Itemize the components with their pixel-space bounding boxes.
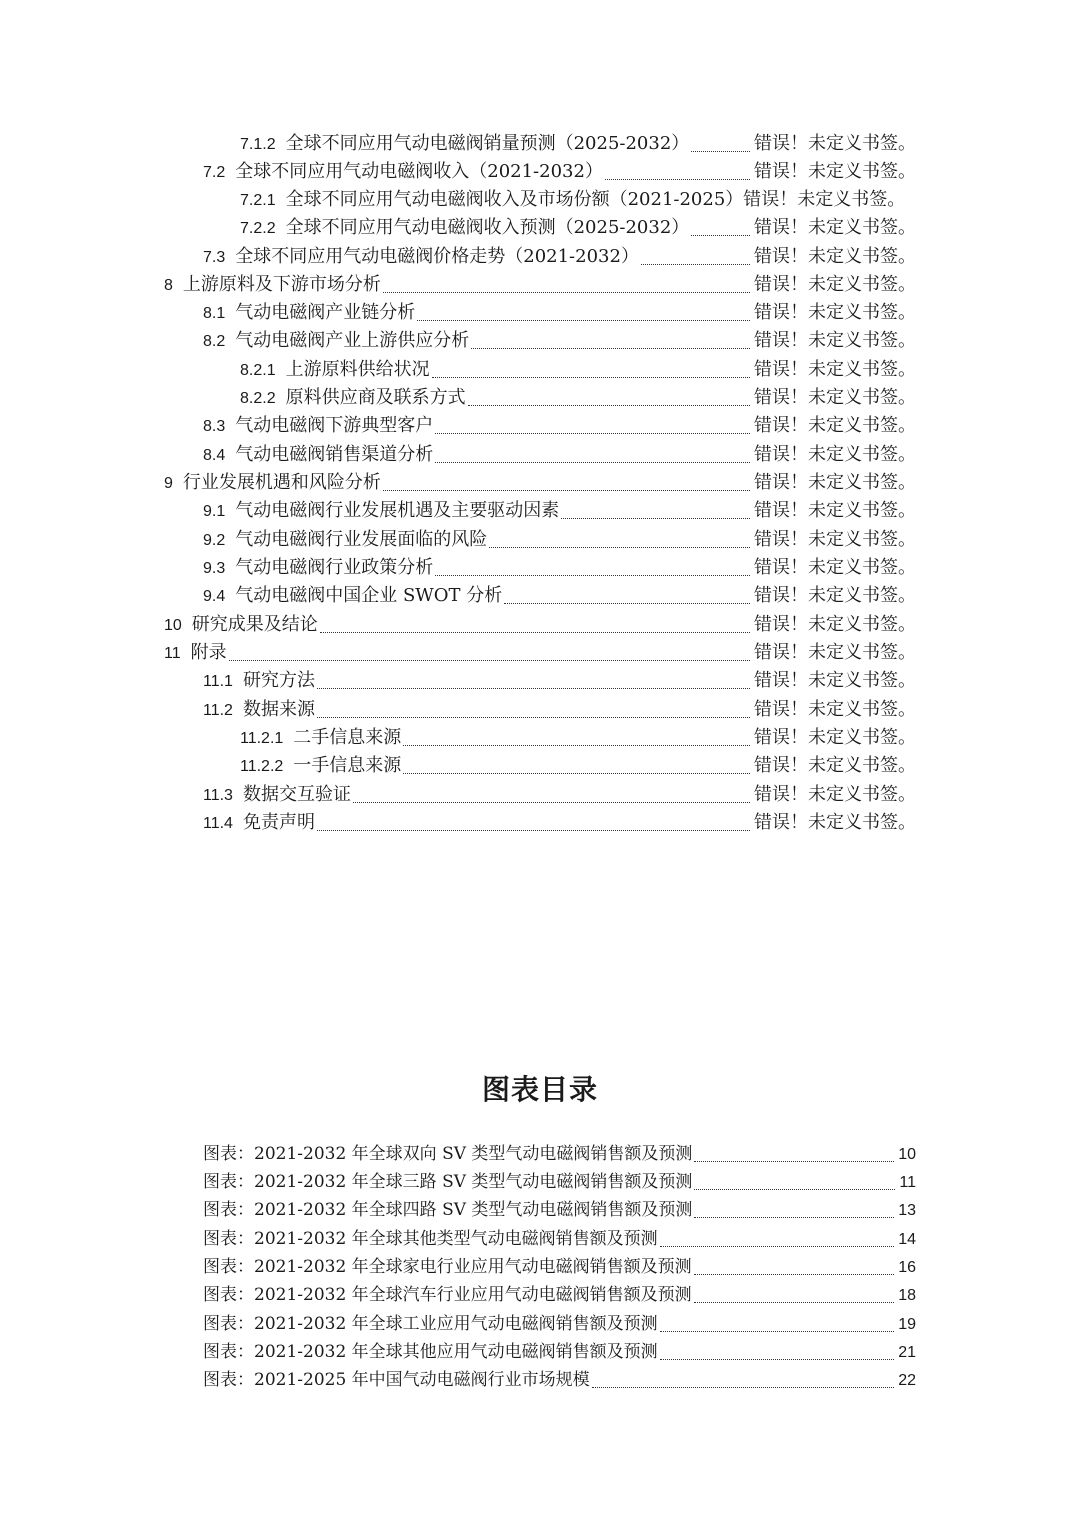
dot-leader <box>435 433 750 434</box>
toc-entry-page: 错误！未定义书签。 <box>754 415 916 436</box>
toc-entry-number: 10 <box>164 617 182 634</box>
toc-entry[interactable] <box>240 186 916 214</box>
toc-entry-number: 11 <box>164 645 181 662</box>
toc-entry-number: 11.3 <box>203 787 233 804</box>
toc-entry[interactable] <box>203 554 916 582</box>
toc-entry[interactable] <box>164 639 916 667</box>
toc-entry-title: 上游原料供给状况 <box>285 359 430 380</box>
toc-entry-title: 全球不同应用气动电磁阀收入及市场份额（2021-2025） <box>285 189 744 210</box>
toc-entry-number: 7.1.2 <box>240 136 276 153</box>
toc-entry-title: 气动电磁阀产业上游供应分析 <box>235 330 470 351</box>
dot-leader <box>561 518 750 519</box>
dot-leader <box>489 547 750 548</box>
toc-entry[interactable] <box>203 582 916 610</box>
toc-entry-number: 7.2.2 <box>240 220 276 237</box>
toc-entry-number: 9.3 <box>203 560 226 577</box>
dot-leader <box>229 660 750 661</box>
toc-entry-page: 错误！未定义书签。 <box>754 585 916 606</box>
toc-entry-page: 错误！未定义书签。 <box>754 217 916 238</box>
toc-entry-number: 11.2.2 <box>240 758 284 775</box>
toc-entry[interactable] <box>203 809 916 837</box>
figure-entry[interactable] <box>203 1168 916 1196</box>
toc-entry-title: 一手信息来源 <box>293 755 402 776</box>
figure-entry-page: 22 <box>898 1372 916 1389</box>
dot-leader <box>353 802 750 803</box>
toc-entry-title: 气动电磁阀产业链分析 <box>235 302 416 323</box>
dot-leader <box>691 151 750 152</box>
toc-entry-page: 错误！未定义书签。 <box>754 557 916 578</box>
figure-entry-page: 13 <box>898 1202 916 1219</box>
dot-leader <box>694 1161 894 1162</box>
dot-leader <box>471 348 750 349</box>
toc-entry-page: 错误！未定义书签。 <box>754 727 916 748</box>
toc-entry-page: 错误！未定义书签。 <box>754 755 916 776</box>
toc-entry-page: 错误！未定义书签。 <box>754 642 916 663</box>
toc-entry-number: 8.2 <box>203 333 226 350</box>
dot-leader <box>403 773 750 774</box>
toc-entry[interactable] <box>240 724 916 752</box>
figure-entry[interactable] <box>203 1196 916 1224</box>
toc-entry-number: 7.2 <box>203 164 226 181</box>
dot-leader <box>641 264 750 265</box>
figure-entry[interactable] <box>203 1225 916 1253</box>
toc-entry-title: 附录 <box>190 642 227 663</box>
toc-entry-title: 研究成果及结论 <box>191 614 318 635</box>
figure-entry-label: 图表： <box>203 1200 254 1220</box>
toc-entry-number: 11.1 <box>203 673 233 690</box>
toc-entry-page: 错误！未定义书签。 <box>754 161 916 182</box>
toc-entry-number: 9.2 <box>203 532 226 549</box>
toc-entry[interactable] <box>240 214 916 242</box>
toc-entry-title: 全球不同应用气动电磁阀收入预测（2025-2032） <box>285 217 690 238</box>
dot-leader <box>320 632 750 633</box>
toc-entry[interactable] <box>203 441 916 469</box>
toc-entry-title: 研究方法 <box>242 670 315 691</box>
figure-entry-page: 11 <box>899 1174 916 1191</box>
toc-entry-page: 错误！未定义书签。 <box>754 699 916 720</box>
figure-entry-label: 图表： <box>203 1342 254 1362</box>
figure-entry-title: 2021-2032 年全球家电行业应用气动电磁阀销售额及预测 <box>254 1257 692 1277</box>
toc-entry-page: 错误！未定义书签。 <box>743 189 906 210</box>
dot-leader <box>468 405 750 406</box>
figure-entry-page: 21 <box>898 1344 916 1361</box>
toc-entry-number: 8.1 <box>203 305 226 322</box>
dot-leader <box>383 292 750 293</box>
figure-entry-page: 16 <box>898 1259 916 1276</box>
toc-entry-page: 错误！未定义书签。 <box>754 444 916 465</box>
dot-leader <box>605 179 750 180</box>
toc-entry-page: 错误！未定义书签。 <box>754 529 916 550</box>
toc-entry-page: 错误！未定义书签。 <box>754 812 916 833</box>
toc-entry[interactable] <box>203 158 916 186</box>
dot-leader <box>317 830 750 831</box>
toc-entry[interactable] <box>203 781 916 809</box>
figure-entry-page: 19 <box>898 1316 916 1333</box>
figure-entry-title: 2021-2032 年全球汽车行业应用气动电磁阀销售额及预测 <box>254 1285 692 1305</box>
dot-leader <box>694 1302 895 1303</box>
toc-entry-page: 错误！未定义书签。 <box>754 387 916 408</box>
toc-entry-number: 9.4 <box>203 588 226 605</box>
toc-entry[interactable] <box>240 752 916 780</box>
toc-entry-title: 全球不同应用气动电磁阀价格走势（2021-2032） <box>235 246 639 267</box>
dot-leader <box>435 575 750 576</box>
toc-entry-number: 7.3 <box>203 249 226 266</box>
dot-leader <box>660 1359 895 1360</box>
toc-entry-number: 8.3 <box>203 418 226 435</box>
figure-entry-title: 2021-2032 年全球其他类型气动电磁阀销售额及预测 <box>254 1229 658 1249</box>
figure-entry[interactable] <box>203 1140 916 1168</box>
toc-entry-page: 错误！未定义书签。 <box>754 330 916 351</box>
toc-entry-page: 错误！未定义书签。 <box>754 133 916 154</box>
toc-entry-number: 9.1 <box>203 503 226 520</box>
figure-entry[interactable] <box>203 1310 916 1338</box>
toc-entry-page: 错误！未定义书签。 <box>754 500 916 521</box>
toc-entry-title: 气动电磁阀行业发展机遇及主要驱动因素 <box>235 500 560 521</box>
toc-entry[interactable] <box>240 130 916 158</box>
dot-leader <box>694 1274 895 1275</box>
dot-leader <box>592 1387 895 1388</box>
toc-entry-page: 错误！未定义书签。 <box>754 302 916 323</box>
figure-entry[interactable] <box>203 1253 916 1281</box>
toc-entry-title: 原料供应商及联系方式 <box>285 387 466 408</box>
dot-leader <box>691 235 750 236</box>
dot-leader <box>317 688 750 689</box>
toc-entry-title: 气动电磁阀中国企业 SWOT 分析 <box>235 585 503 606</box>
toc-entry-number: 8 <box>164 277 173 294</box>
dot-leader <box>403 745 750 746</box>
toc-entry[interactable] <box>203 497 916 525</box>
toc-entry[interactable] <box>240 356 916 384</box>
dot-leader <box>660 1246 895 1247</box>
toc-entry-number: 11.2.1 <box>240 730 284 747</box>
toc-entry[interactable] <box>203 412 916 440</box>
toc-entry-number: 9 <box>164 475 173 492</box>
toc-entry[interactable] <box>164 271 916 299</box>
toc-entry-number: 11.2 <box>203 702 233 719</box>
toc-entry-title: 气动电磁阀销售渠道分析 <box>235 444 434 465</box>
figure-entry-title: 2021-2025 年中国气动电磁阀行业市场规模 <box>254 1370 590 1390</box>
figure-entry-title: 2021-2032 年全球其他应用气动电磁阀销售额及预测 <box>254 1342 658 1362</box>
toc-entry-title: 上游原料及下游市场分析 <box>182 274 381 295</box>
toc-entry-page: 错误！未定义书签。 <box>754 472 916 493</box>
toc-entry[interactable] <box>164 469 916 497</box>
figure-entry-label: 图表： <box>203 1370 254 1390</box>
dot-leader <box>694 1189 895 1190</box>
figure-entry-title: 2021-2032 年全球工业应用气动电磁阀销售额及预测 <box>254 1314 658 1334</box>
toc-entry-number: 7.2.1 <box>240 192 276 209</box>
toc-entry-title: 全球不同应用气动电磁阀收入（2021-2032） <box>235 161 603 182</box>
figure-entry-label: 图表： <box>203 1257 254 1277</box>
toc-entry-title: 气动电磁阀行业政策分析 <box>235 557 434 578</box>
toc-entry-title: 气动电磁阀行业发展面临的风险 <box>235 529 488 550</box>
figure-list-heading: 图表目录 <box>481 1073 598 1106</box>
dot-leader <box>504 603 750 604</box>
dot-leader <box>435 462 750 463</box>
toc-entry-page: 错误！未定义书签。 <box>754 359 916 380</box>
toc-entry-title: 气动电磁阀下游典型客户 <box>235 415 434 436</box>
toc-entry[interactable] <box>164 611 916 639</box>
toc-entry-page: 错误！未定义书签。 <box>754 784 916 805</box>
toc-entry[interactable] <box>203 243 916 271</box>
toc-entry[interactable] <box>203 526 916 554</box>
figure-entry-label: 图表： <box>203 1314 254 1334</box>
toc-entry[interactable] <box>203 696 916 724</box>
figure-entry-label: 图表： <box>203 1172 254 1192</box>
figure-entry-title: 2021-2032 年全球四路 SV 类型气动电磁阀销售额及预测 <box>254 1200 693 1220</box>
toc-entry-page: 错误！未定义书签。 <box>754 614 916 635</box>
toc-entry-title: 行业发展机遇和风险分析 <box>182 472 381 493</box>
figure-entry-label: 图表： <box>203 1285 254 1305</box>
toc-entry-title: 全球不同应用气动电磁阀销量预测（2025-2032） <box>285 133 690 154</box>
toc-entry-page: 错误！未定义书签。 <box>754 274 916 295</box>
figure-entry[interactable] <box>203 1366 916 1394</box>
toc-entry-number: 11.4 <box>203 815 233 832</box>
figure-entry-title: 2021-2032 年全球三路 SV 类型气动电磁阀销售额及预测 <box>254 1172 693 1192</box>
figure-entry-page: 18 <box>898 1287 916 1304</box>
dot-leader <box>432 377 750 378</box>
toc-entry[interactable] <box>203 667 916 695</box>
toc-entry[interactable] <box>203 327 916 355</box>
toc-entry-title: 数据交互验证 <box>242 784 351 805</box>
figure-entry-title: 2021-2032 年全球双向 SV 类型气动电磁阀销售额及预测 <box>254 1144 693 1164</box>
toc-entry-title: 二手信息来源 <box>293 727 402 748</box>
toc-entry-number: 8.4 <box>203 447 226 464</box>
toc-entry-title: 数据来源 <box>242 699 315 720</box>
figure-entry-page: 10 <box>898 1146 916 1163</box>
dot-leader <box>417 320 750 321</box>
figure-entry[interactable] <box>203 1338 916 1366</box>
figure-entry-label: 图表： <box>203 1144 254 1164</box>
toc-entry-title: 免责声明 <box>242 812 315 833</box>
toc-entry-number: 8.2.1 <box>240 362 276 379</box>
toc-entry-page: 错误！未定义书签。 <box>754 246 916 267</box>
toc-entry[interactable] <box>203 299 916 327</box>
figure-entry[interactable] <box>203 1281 916 1309</box>
dot-leader <box>660 1331 895 1332</box>
toc-entry[interactable] <box>240 384 916 412</box>
figure-entry-page: 14 <box>898 1231 916 1248</box>
dot-leader <box>383 490 750 491</box>
toc-entry-number: 8.2.2 <box>240 390 276 407</box>
toc-entry-page: 错误！未定义书签。 <box>754 670 916 691</box>
dot-leader <box>317 717 750 718</box>
figure-entry-label: 图表： <box>203 1229 254 1249</box>
dot-leader <box>694 1217 894 1218</box>
